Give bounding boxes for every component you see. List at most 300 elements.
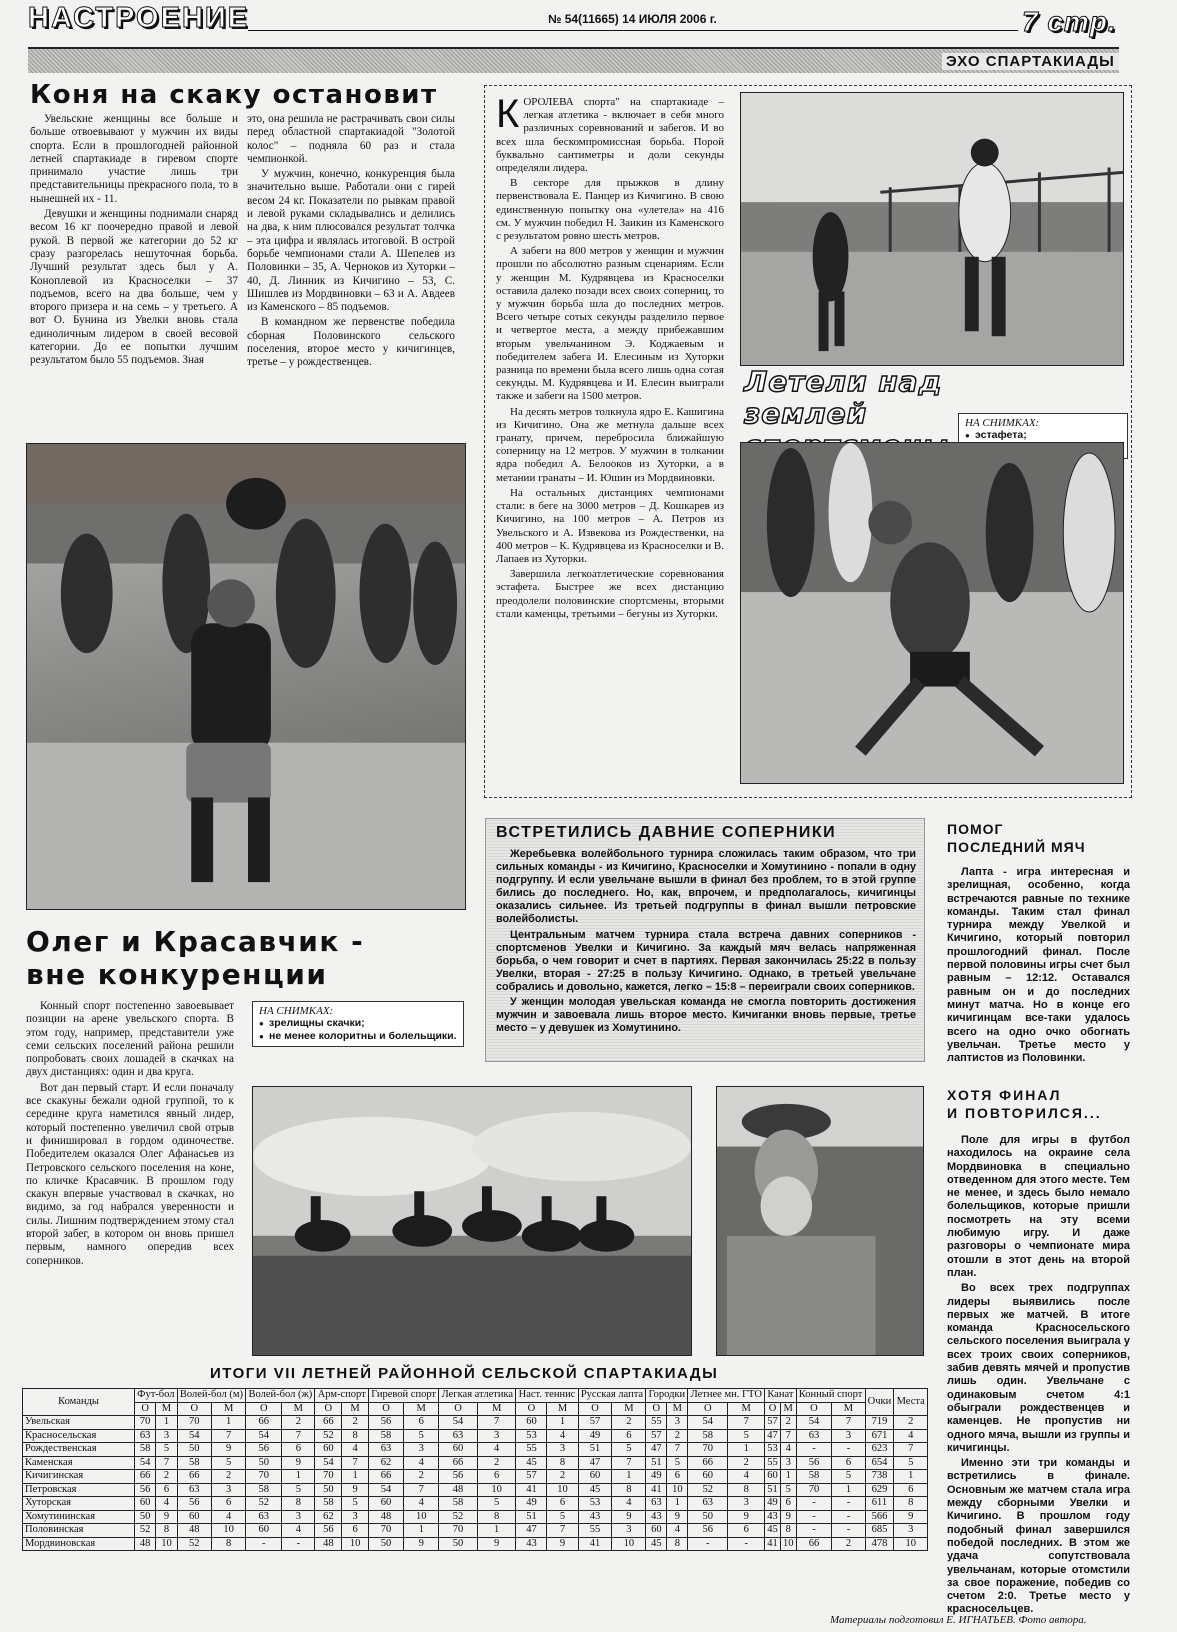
- col-sub-points: О: [516, 1402, 547, 1416]
- cell-points: 47: [516, 1524, 547, 1538]
- cell-points: 60: [368, 1497, 403, 1511]
- cell-final-place: 2: [894, 1416, 928, 1430]
- team-name: Петровская: [23, 1483, 135, 1497]
- cell-points: 58: [368, 1429, 403, 1443]
- cell-place: 7: [547, 1524, 578, 1538]
- cell-points: 70: [315, 1470, 342, 1484]
- cell-place: 9: [780, 1510, 796, 1524]
- cell-place: 3: [156, 1429, 177, 1443]
- cell-place: 4: [404, 1497, 439, 1511]
- cell-place: 10: [780, 1537, 796, 1551]
- cell-points: 56: [135, 1483, 156, 1497]
- cell-points: 50: [177, 1443, 211, 1457]
- paragraph: Центральным матчем турнира стала встреча давних соперников - спортсменов Увелки и Кичигино. За каждый мяч велась напряженная борьба, о чем говорит и счет в партиях. Первая закончилась 25:22 в пользу Увелки, вторая - 27:25 в пользу Кичигино. Однако, в третьей увельчане собрались и довольно, кажется, легко – 15:8 – переиграли своих соперников.: [496, 928, 916, 993]
- cell-place: 8: [612, 1483, 646, 1497]
- cell-place: 8: [477, 1510, 516, 1524]
- cell-place: 4: [156, 1497, 177, 1511]
- cell-points: 66: [368, 1470, 403, 1484]
- col-sub-place: М: [547, 1402, 578, 1416]
- cell-points: 52: [439, 1510, 478, 1524]
- table-row: [23, 1497, 928, 1511]
- cell-points: 47: [765, 1429, 781, 1443]
- col-sub-points: О: [796, 1402, 832, 1416]
- cell-points: 57: [765, 1416, 781, 1430]
- col-sub-place: М: [342, 1402, 369, 1416]
- cell-place: 9: [404, 1537, 439, 1551]
- cell-points: 70: [439, 1524, 478, 1538]
- horses-title: [26, 925, 364, 991]
- paragraph: это, она решила не растрачивать свои силы перед областной спартакиадой "Золотой колос" – подняла 60 раз и стала чемпионкой.: [247, 113, 455, 165]
- cell-points: 63: [177, 1483, 211, 1497]
- cell-points: 70: [246, 1470, 282, 1484]
- cell-total-points: 671: [865, 1429, 894, 1443]
- cell-points: 55: [578, 1524, 612, 1538]
- cell-points: 51: [578, 1443, 612, 1457]
- cell-points: 60: [688, 1470, 728, 1484]
- footer-credit: Материалы подготовил Е. ИГНАТЬЕВ. Фото автора.: [830, 1614, 1087, 1626]
- table-row: [23, 1483, 928, 1497]
- cell-points: 49: [578, 1429, 612, 1443]
- cell-place: 1: [156, 1416, 177, 1430]
- cell-place: 8: [728, 1483, 765, 1497]
- cell-points: 56: [368, 1416, 403, 1430]
- cell-place: 10: [477, 1483, 516, 1497]
- col-sub-place: М: [612, 1402, 646, 1416]
- cell-total-points: 566: [865, 1510, 894, 1524]
- cell-place: 7: [156, 1456, 177, 1470]
- cell-place: 2: [780, 1416, 796, 1430]
- table-row: [23, 1416, 928, 1430]
- cell-points: 54: [135, 1456, 156, 1470]
- cell-place: 3: [728, 1497, 765, 1511]
- cell-points: 66: [688, 1456, 728, 1470]
- cell-points: 50: [315, 1483, 342, 1497]
- cell-points: 63: [688, 1497, 728, 1511]
- cell-final-place: 5: [894, 1456, 928, 1470]
- football-title-line2: И ПОВТОРИЛСЯ...: [947, 1105, 1102, 1121]
- cell-place: 6: [211, 1497, 245, 1511]
- cell-place: 1: [832, 1483, 865, 1497]
- cell-points: 57: [578, 1416, 612, 1430]
- cell-place: 8: [667, 1537, 688, 1551]
- cell-place: 6: [832, 1456, 865, 1470]
- photo-shot-put: [740, 442, 1124, 784]
- cell-points: 43: [516, 1537, 547, 1551]
- col-sub-place: М: [156, 1402, 177, 1416]
- cell-points: 47: [646, 1443, 667, 1457]
- cell-points: 60: [439, 1443, 478, 1457]
- cell-place: 10: [342, 1537, 369, 1551]
- paragraph: В командном же первенстве победила сборная Половинского сельского поселения, второе место у кичигинцев, третье – у рождественцев.: [247, 316, 455, 369]
- cell-points: 53: [578, 1497, 612, 1511]
- cell-place: -: [832, 1443, 865, 1457]
- cell-final-place: 7: [894, 1443, 928, 1457]
- cell-place: 1: [477, 1524, 516, 1538]
- cell-points: 55: [516, 1443, 547, 1457]
- cell-place: 9: [612, 1510, 646, 1524]
- team-name: Хуторская: [23, 1497, 135, 1511]
- cell-points: 70: [368, 1524, 403, 1538]
- col-sub-place: М: [728, 1402, 765, 1416]
- cell-place: 2: [156, 1470, 177, 1484]
- cell-place: 3: [667, 1416, 688, 1430]
- cell-final-place: 8: [894, 1497, 928, 1511]
- article1-col1: [30, 113, 238, 370]
- col-sub-points: О: [578, 1402, 612, 1416]
- col-sub-place: М: [832, 1402, 865, 1416]
- caption-title: НА СНИМКАХ:: [965, 417, 1040, 429]
- paragraph: КОРОЛЕВА спорта" на спартакиаде – легкая атлетика - включает в себя много различных соревнований и забегов. И во всех шла бескомпромиссная борьба. Порой буквально сантиметры и доли секунды определяли лидера.: [496, 92, 724, 175]
- cell-total-points: 629: [865, 1483, 894, 1497]
- cell-place: 9: [477, 1537, 516, 1551]
- cell-place: 5: [612, 1443, 646, 1457]
- cell-points: 63: [439, 1429, 478, 1443]
- cell-points: 66: [315, 1416, 342, 1430]
- cell-place: 5: [667, 1456, 688, 1470]
- horses-title-line2: вне конкуренции: [26, 958, 328, 991]
- cell-points: 60: [246, 1524, 282, 1538]
- table-subheader-row: [23, 1402, 928, 1416]
- cell-points: 53: [516, 1429, 547, 1443]
- cell-points: 56: [177, 1497, 211, 1511]
- cell-place: -: [832, 1510, 865, 1524]
- cell-points: 60: [578, 1470, 612, 1484]
- cell-points: 53: [765, 1443, 781, 1457]
- cell-points: -: [246, 1537, 282, 1551]
- cell-place: 4: [780, 1443, 796, 1457]
- cell-place: 1: [342, 1470, 369, 1484]
- col-team: Команды: [23, 1389, 135, 1416]
- masthead-rule: [248, 30, 1018, 31]
- cell-points: 60: [135, 1497, 156, 1511]
- cell-points: 48: [135, 1537, 156, 1551]
- cell-total-points: 685: [865, 1524, 894, 1538]
- cell-points: 58: [688, 1429, 728, 1443]
- cell-total-points: 654: [865, 1456, 894, 1470]
- cell-points: 54: [439, 1416, 478, 1430]
- cell-points: 60: [765, 1470, 781, 1484]
- cell-place: 9: [547, 1537, 578, 1551]
- horses-text: [26, 1000, 234, 1270]
- team-name: Кичигинская: [23, 1470, 135, 1484]
- cell-place: -: [282, 1537, 315, 1551]
- photo-spectator: [716, 1086, 924, 1356]
- page-number: 7 стр.: [1022, 6, 1117, 37]
- cell-points: 49: [765, 1497, 781, 1511]
- cell-place: 5: [342, 1497, 369, 1511]
- cell-final-place: 1: [894, 1470, 928, 1484]
- col-sub-points: О: [765, 1402, 781, 1416]
- col-sub-place: М: [211, 1402, 245, 1416]
- cell-place: 5: [211, 1456, 245, 1470]
- cell-final-place: 4: [894, 1429, 928, 1443]
- cell-place: 2: [667, 1429, 688, 1443]
- cell-points: 58: [135, 1443, 156, 1457]
- table-header-row: [23, 1389, 928, 1403]
- col-sport: Волей-бол (м): [177, 1389, 246, 1403]
- col-sport: Русская лапта: [578, 1389, 646, 1403]
- cell-place: 1: [728, 1443, 765, 1457]
- col-sport: Канат: [765, 1389, 796, 1403]
- cell-points: 54: [368, 1483, 403, 1497]
- cell-points: 57: [516, 1470, 547, 1484]
- cell-place: 7: [612, 1456, 646, 1470]
- cell-points: 52: [688, 1483, 728, 1497]
- cell-points: 48: [315, 1537, 342, 1551]
- cell-place: 3: [780, 1456, 796, 1470]
- horses-caption: [252, 1001, 464, 1047]
- lapta-text: [947, 866, 1130, 1067]
- col-sub-points: О: [246, 1402, 282, 1416]
- cell-place: 2: [547, 1470, 578, 1484]
- cell-points: 60: [177, 1510, 211, 1524]
- col-sport: Конный спорт: [796, 1389, 865, 1403]
- cell-points: 70: [796, 1483, 832, 1497]
- table-row: [23, 1537, 928, 1551]
- table-row: [23, 1443, 928, 1457]
- cell-points: -: [796, 1443, 832, 1457]
- cell-place: 7: [404, 1483, 439, 1497]
- cell-place: 10: [404, 1510, 439, 1524]
- cell-final-place: 6: [894, 1483, 928, 1497]
- cell-place: 2: [477, 1456, 516, 1470]
- cell-points: 45: [646, 1537, 667, 1551]
- caption-title: НА СНИМКАХ:: [259, 1005, 334, 1017]
- cell-total-points: 719: [865, 1416, 894, 1430]
- cell-points: 51: [765, 1483, 781, 1497]
- cell-points: 49: [516, 1497, 547, 1511]
- cell-place: 4: [728, 1470, 765, 1484]
- cell-points: 49: [646, 1470, 667, 1484]
- team-name: Мордвиновская: [23, 1537, 135, 1551]
- cell-points: 41: [646, 1483, 667, 1497]
- cell-place: 9: [728, 1510, 765, 1524]
- col-sub-points: О: [368, 1402, 403, 1416]
- cell-place: 8: [342, 1429, 369, 1443]
- cell-place: 7: [728, 1416, 765, 1430]
- cell-points: 45: [765, 1524, 781, 1538]
- paragraph: Увельские женщины все больше и больше отвоевывают у мужчин их виды спорта. Если в прошлогодней районной летней спартакиаде в гиревом спорте принимало участие лишь три представительницы прекрасного пола, то в нынешней их - 11.: [30, 113, 238, 205]
- paragraph: Девушки и женщины поднимали снаряд весом 16 кг поочередно правой и левой рукой. В первой же категории до 52 кг сразу разгорелась нешуточная борьба. Лучший результат здесь был у А. Коноплевой из Красноселки – 37 подъемов, всего на два больше, чем у второго призера и на семь – у третьего. А вот О. Бунина из Увелки вновь стала единоличным лидером в своей весовой категории. До ее попытки лучшим результатом было 55 подъемов. Зная: [30, 208, 238, 367]
- cell-final-place: 10: [894, 1537, 928, 1551]
- cell-points: 43: [646, 1510, 667, 1524]
- cell-points: 56: [688, 1524, 728, 1538]
- cell-place: 7: [282, 1429, 315, 1443]
- cell-points: 52: [177, 1537, 211, 1551]
- cell-place: 4: [211, 1510, 245, 1524]
- cell-place: -: [832, 1497, 865, 1511]
- cell-place: 5: [477, 1497, 516, 1511]
- cell-place: 5: [404, 1429, 439, 1443]
- col-points: Очки: [865, 1389, 894, 1416]
- col-sub-points: О: [135, 1402, 156, 1416]
- cell-place: 6: [547, 1497, 578, 1511]
- cell-place: 2: [612, 1416, 646, 1430]
- cell-points: 63: [246, 1510, 282, 1524]
- cell-place: 4: [282, 1524, 315, 1538]
- cell-place: 5: [547, 1510, 578, 1524]
- paragraph: Жеребьевка волейбольного турнира сложилась таким образом, что три сильных команды - из Кичигино, Красноселки и Хомутинино - попали в одну подгруппу. И если увельчане вышли в финал без проблем, то в этой группе бились до последнего. Но, как, впрочем, и предполагалось, кичигинцы оказались сильнее. Из третьей подгруппы в финал вышли петровские волейболисты.: [496, 848, 916, 926]
- cell-place: 3: [612, 1524, 646, 1538]
- cell-points: 66: [439, 1456, 478, 1470]
- cell-place: 2: [404, 1470, 439, 1484]
- cell-points: 56: [439, 1470, 478, 1484]
- article2-text: [496, 92, 724, 623]
- cell-place: 2: [342, 1416, 369, 1430]
- cell-total-points: 738: [865, 1470, 894, 1484]
- paragraph: Во всех трех подгруппах лидеры выявились после первых же матчей. В итоге команда Красносельского сельского поселения выиграла у всех троих своих соперников, забив девять мячей и пропустив лишь один. Увельчане с одинаковым счетом 4:1 обыграли рождественцев и каменцев. Не пропустив ни одного мяча, вышли из группы и кичигинцы.: [947, 1282, 1130, 1454]
- col-sport: Летнее мн. ГТО: [688, 1389, 765, 1403]
- cell-place: 6: [282, 1443, 315, 1457]
- cell-place: 3: [404, 1443, 439, 1457]
- cell-place: 6: [342, 1524, 369, 1538]
- cell-points: 66: [135, 1470, 156, 1484]
- paragraph: Вот дан первый старт. И если поначалу все скакуны бежали одной группой, то к середине круга наметился явный лидер, который постепенно увеличил свой отрыв и финишировал в гордом одиночестве. Победителем оказался Олег Афанасьев из Петровского сельского поселения на коне, по кличке Красавчик. В прошлом году скакун впервые участвовал в скачках, но видимо, за год набрался уверенности и силы. Лишним подтверждением этому стал второй забег, в котором он вновь пришел первым, намного опередив всех соперников.: [26, 1081, 234, 1267]
- cell-place: 8: [156, 1524, 177, 1538]
- cell-points: 43: [578, 1510, 612, 1524]
- cell-points: 50: [439, 1537, 478, 1551]
- cell-points: 56: [315, 1524, 342, 1538]
- team-name: Каменская: [23, 1456, 135, 1470]
- team-name: Рождественская: [23, 1443, 135, 1457]
- cell-points: 55: [765, 1456, 781, 1470]
- cell-points: 52: [315, 1429, 342, 1443]
- cell-points: 63: [646, 1497, 667, 1511]
- cell-place: -: [832, 1524, 865, 1538]
- cell-place: 8: [211, 1537, 245, 1551]
- cell-place: 7: [342, 1456, 369, 1470]
- table-row: [23, 1470, 928, 1484]
- cell-place: 10: [547, 1483, 578, 1497]
- cell-place: 6: [612, 1429, 646, 1443]
- cell-place: 2: [211, 1470, 245, 1484]
- col-sub-points: О: [439, 1402, 478, 1416]
- cell-place: 3: [477, 1429, 516, 1443]
- cell-points: 58: [796, 1470, 832, 1484]
- cell-place: 9: [156, 1510, 177, 1524]
- cell-points: 62: [315, 1510, 342, 1524]
- cell-place: 7: [832, 1416, 865, 1430]
- cell-place: 4: [612, 1497, 646, 1511]
- lapta-title-line2: ПОСЛЕДНИЙ МЯЧ: [947, 839, 1086, 855]
- cell-points: 70: [177, 1416, 211, 1430]
- team-name: Увельская: [23, 1416, 135, 1430]
- team-name: Красносельская: [23, 1429, 135, 1443]
- col-sub-place: М: [667, 1402, 688, 1416]
- cell-place: 9: [211, 1443, 245, 1457]
- photo-weightlifting: [26, 443, 466, 910]
- cell-points: -: [796, 1497, 832, 1511]
- cell-points: 56: [246, 1443, 282, 1457]
- table-row: [23, 1510, 928, 1524]
- paragraph: Поле для игры в футбол находилось на окраине села Мордвиновка в специально отведенном для этого месте. Тем не менее, и здесь было немало болельщиков, которые пришли посмотреть на эту всеми любимую игру. И даже разговоры о чемпионате мира отошли в этот день на второй план.: [947, 1134, 1130, 1279]
- table-row: [23, 1429, 928, 1443]
- team-name: Половинская: [23, 1524, 135, 1538]
- caption-item: ● зрелищны скачки;: [259, 1017, 457, 1030]
- cell-final-place: 9: [894, 1510, 928, 1524]
- athletics-photo-title: Летели над землей: [744, 365, 943, 430]
- cell-place: 2: [282, 1416, 315, 1430]
- cell-points: 50: [688, 1510, 728, 1524]
- cell-place: 9: [342, 1483, 369, 1497]
- cell-points: 70: [135, 1416, 156, 1430]
- cell-place: 8: [780, 1524, 796, 1538]
- cell-place: 6: [780, 1497, 796, 1511]
- cell-place: 6: [477, 1470, 516, 1484]
- paragraph: Именно эти три команды и встретились в финале. Основным же матчем стала игра между сборными Увелки и Кичигино. В прошлом году подобный финал завершился победой последних. В этом же удача сопутствовала увельчанам, которые отомстили за свое поражение, победив со счетом 2:0. Третье место у красносельцев.: [947, 1457, 1130, 1616]
- cell-place: 10: [211, 1524, 245, 1538]
- caption-item: ● эстафета;: [965, 429, 1121, 442]
- photo-relay: [740, 92, 1124, 366]
- cell-points: 60: [646, 1524, 667, 1538]
- col-sport: Гиревой спорт: [368, 1389, 438, 1403]
- paragraph: В секторе для прыжков в длину первенствовала Е. Панцер из Кичигино. В свою единственную попытку она «улетела» на 416 см. У мужчин победил Н. Заикин из Каменского с результатом ровно шесть метров.: [496, 177, 724, 243]
- cell-place: 4: [667, 1524, 688, 1538]
- cell-place: 5: [728, 1429, 765, 1443]
- cell-place: 1: [667, 1497, 688, 1511]
- cell-points: 63: [368, 1443, 403, 1457]
- rubric-title: НАСТРОЕНИЕ: [28, 2, 250, 34]
- photo-horse-race: [252, 1086, 692, 1356]
- cell-final-place: 3: [894, 1524, 928, 1538]
- cell-points: 63: [135, 1429, 156, 1443]
- cell-total-points: 611: [865, 1497, 894, 1511]
- cell-place: 5: [156, 1443, 177, 1457]
- cell-place: 1: [612, 1470, 646, 1484]
- cell-place: 4: [477, 1443, 516, 1457]
- cell-points: 54: [796, 1416, 832, 1430]
- paragraph: У мужчин, конечно, конкуренция была значительно выше. Работали они с гирей весом 24 кг. Показатели по рывкам правой и левой руками складывались и делились на два, к ним плюсовался результат толчка – эта цифра и являлась итоговой. В острой борьбе чемпионами стали А. Шепелев из Половинки – 35, А. Черноков из Хуторки – 40, Д. Линник из Кичигино – 53, С. Шишлев из Мордвиновки – 63 и А. Авдеев из Каменского – 85 подъемов.: [247, 168, 455, 314]
- col-sub-place: М: [404, 1402, 439, 1416]
- cell-place: 1: [404, 1524, 439, 1538]
- cell-place: 6: [404, 1416, 439, 1430]
- cell-points: 70: [688, 1443, 728, 1457]
- cell-points: 66: [177, 1470, 211, 1484]
- cell-place: 7: [477, 1416, 516, 1430]
- cell-points: -: [796, 1524, 832, 1538]
- cell-place: 7: [211, 1429, 245, 1443]
- cell-points: 41: [578, 1537, 612, 1551]
- cell-points: 66: [246, 1416, 282, 1430]
- volleyball-title: ВСТРЕТИЛИСЬ ДАВНИЕ СОПЕРНИКИ: [496, 824, 837, 841]
- cell-points: 48: [177, 1524, 211, 1538]
- col-sport: Волей-бол (ж): [246, 1389, 315, 1403]
- col-sub-points: О: [315, 1402, 342, 1416]
- cell-place: 4: [342, 1443, 369, 1457]
- cell-points: 54: [177, 1429, 211, 1443]
- cell-place: 6: [667, 1470, 688, 1484]
- cell-place: 1: [211, 1416, 245, 1430]
- cell-place: 1: [282, 1470, 315, 1484]
- cell-points: -: [796, 1510, 832, 1524]
- cell-total-points: 478: [865, 1537, 894, 1551]
- cell-place: 3: [547, 1443, 578, 1457]
- col-sport: Городки: [646, 1389, 688, 1403]
- col-sport: Легкая атлетика: [439, 1389, 516, 1403]
- cell-place: 3: [342, 1510, 369, 1524]
- cell-points: 62: [368, 1456, 403, 1470]
- cell-points: 58: [177, 1456, 211, 1470]
- caption-item: ● не менее колоритны и болельщики.: [259, 1030, 457, 1043]
- cell-points: 51: [646, 1456, 667, 1470]
- cell-points: 51: [516, 1510, 547, 1524]
- col-sub-points: О: [177, 1402, 211, 1416]
- cell-place: 3: [832, 1429, 865, 1443]
- paragraph: У женщин молодая увельская команда не смогла повторить достижения мужчин и завоевала лишь второе место. Кичиганки вновь первые, третье место – у девушек из Хомутинино.: [496, 996, 916, 1035]
- cell-place: 2: [728, 1456, 765, 1470]
- cell-points: 54: [315, 1456, 342, 1470]
- col-sport: Арм-спорт: [315, 1389, 368, 1403]
